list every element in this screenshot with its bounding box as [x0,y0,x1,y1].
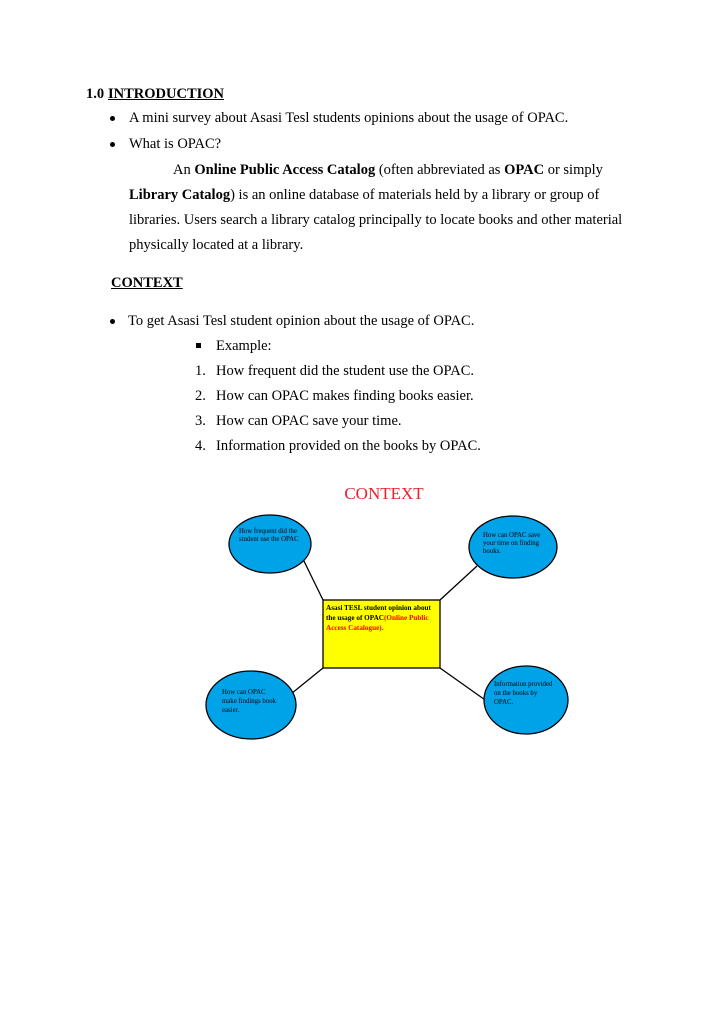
definition-line-4: physically located at a library. [129,237,304,253]
bullet-icon [110,142,115,147]
intro-bullet-2: What is OPAC? [129,136,222,152]
bubble-top-right-text: How can OPAC save your time on finding books. [483,532,541,555]
center-text-red-1: (Online Public [384,614,429,622]
list-item-number: 3. [195,413,206,429]
definition-line-1 [173,161,603,179]
list-item: How can OPAC save your time. [216,413,402,429]
bullet-icon [110,319,115,324]
connector-line [301,555,323,600]
list-item-number: 1. [195,363,206,379]
list-item: Information provided on the books by OPAC. [216,438,481,454]
bubble-bottom-left-text: How can OPAC make findings book easier. [222,689,276,714]
definition-term-library-catalog: Library Catalog [129,187,231,203]
list-item: How can OPAC makes finding books easier. [216,388,474,404]
section-number: 1.0 [86,86,105,102]
context-heading: CONTEXT [111,275,183,291]
definition-term-opac-full: Online Public Access Catalog [194,162,376,178]
definition-word: or simply [547,162,603,178]
bubble-top-right [469,516,557,578]
definition-word: (often abbreviated as [378,162,501,178]
center-text: Asasi TESL student opinion about the usage of OPAC [326,604,431,622]
bubble-bottom-right-text: Information provided on the books by OPAC. [494,681,553,706]
example-label: Example: [216,338,272,354]
list-item-number: 2. [195,388,206,404]
definition-line-3: libraries. Users search a library catalog principally to locate books and other material [129,212,623,228]
definition-term-opac: OPAC [504,162,545,178]
connector-line [440,668,488,702]
definition-word: An [173,162,191,178]
context-bullet: To get Asasi Tesl student opinion about the usage of OPAC. [128,313,475,329]
connector-line [440,566,477,600]
bullet-icon [110,116,115,121]
intro-bullet-1: A mini survey about Asasi Tesl students opinions about the usage of OPAC. [129,110,569,126]
list-item-number: 4. [195,438,206,454]
bubble-bottom-left [206,671,296,739]
definition-line-2 [129,186,599,204]
context-diagram [0,480,719,760]
bubble-top-left [229,515,311,573]
page-title: INTRODUCTION [108,86,225,102]
list-item: How frequent did the student use the OPAC. [216,363,475,379]
diagram-title: CONTEXT [344,484,424,503]
square-bullet-icon [196,343,201,348]
bubble-top-left-text: How frequent did the student use the OPAC [239,528,299,543]
definition-word: ) is an online database of materials held by a library or group of [230,187,600,203]
center-text-red-2: Access Catalogue). [326,624,384,632]
